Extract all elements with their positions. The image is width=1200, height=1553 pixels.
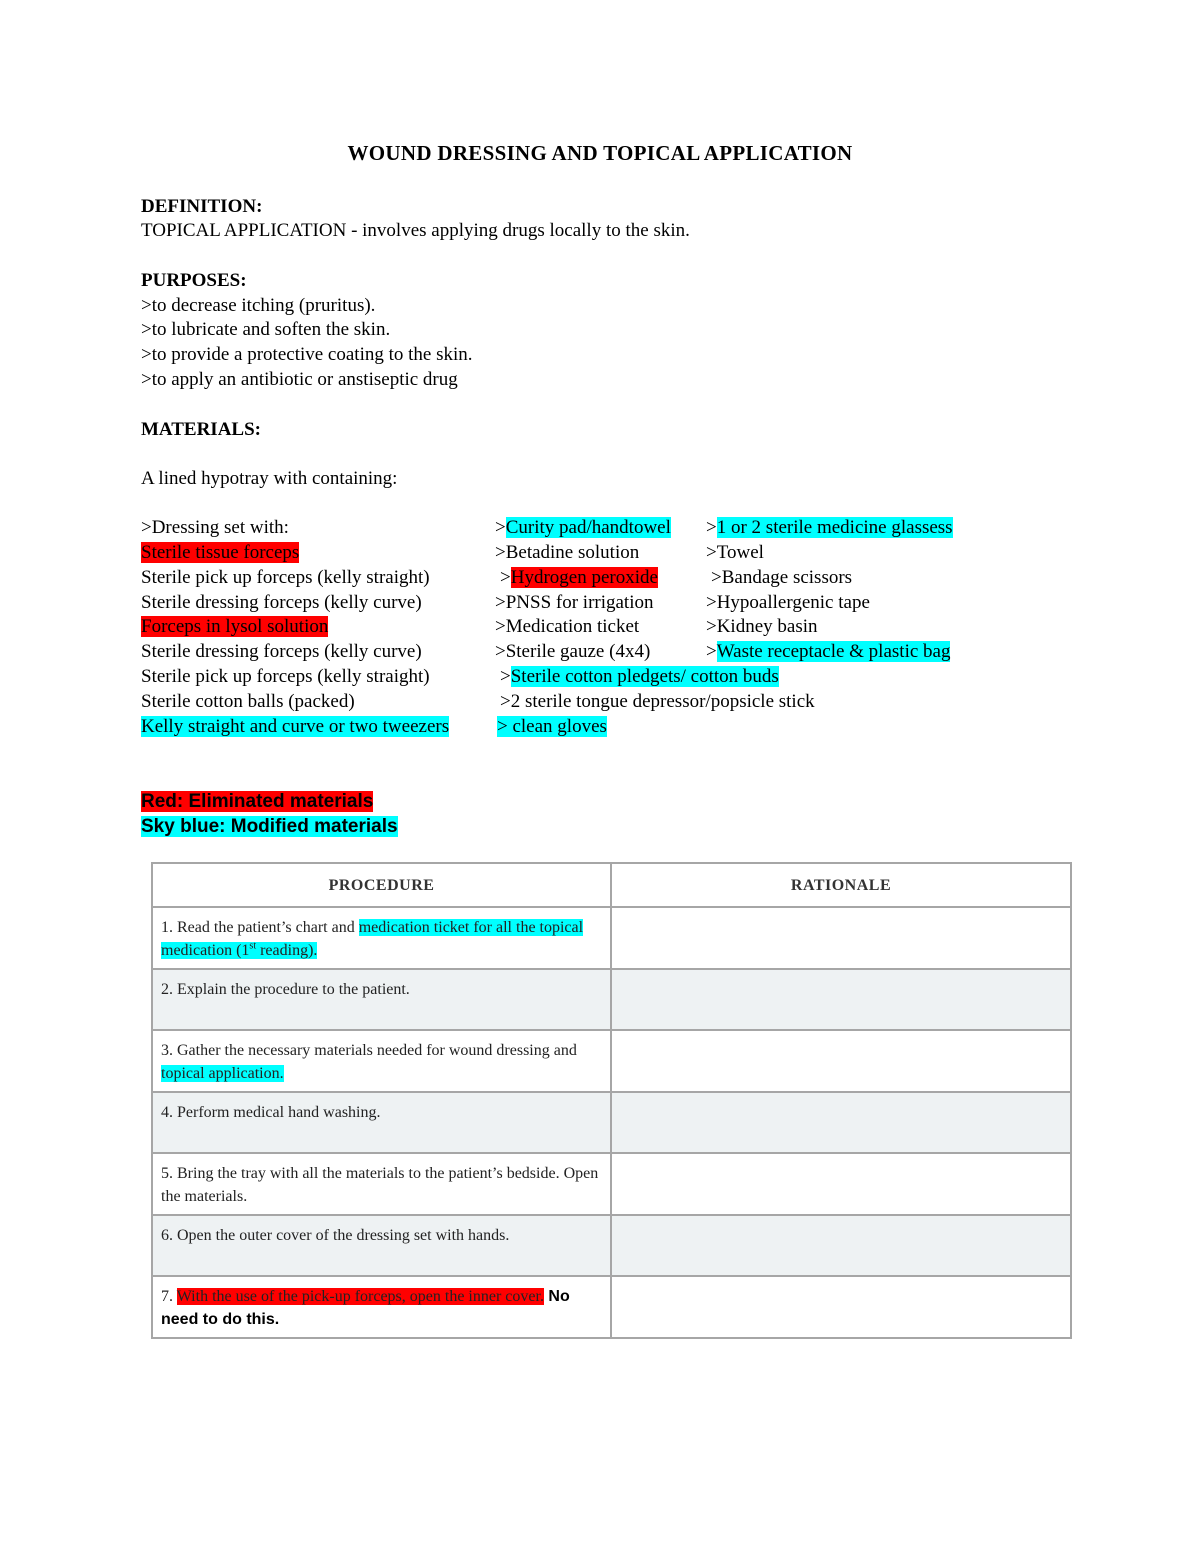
material-item: >Dressing set with:	[141, 517, 289, 538]
rationale-cell	[611, 969, 1071, 1030]
table-row	[152, 1030, 1071, 1092]
rationale-cell	[611, 1215, 1071, 1276]
material-item-modified: >Waste receptacle & plastic bag	[706, 641, 951, 662]
table-row	[152, 1276, 1071, 1338]
material-item: Sterile dressing forceps (kelly curve)	[141, 641, 422, 662]
procedure-cell: 5. Bring the tray with all the materials to the patient’s bedside. Open the materials.	[152, 1153, 611, 1215]
document-title: WOUND DRESSING AND TOPICAL APPLICATION	[347, 141, 853, 165]
rationale-header: RATIONALE	[611, 863, 1071, 907]
purpose-item: >to decrease itching (pruritus).	[141, 295, 376, 316]
material-item: Sterile dressing forceps (kelly curve)	[141, 592, 422, 613]
procedure-table	[151, 862, 1072, 1339]
rationale-cell	[611, 1030, 1071, 1092]
material-item: >Towel	[706, 542, 764, 563]
material-item-modified: >Sterile cotton pledgets/ cotton buds	[500, 666, 779, 687]
table-row	[152, 907, 1071, 969]
table-row	[152, 1092, 1071, 1153]
material-item: >Kidney basin	[706, 616, 818, 637]
material-item: >Hypoallergenic tape	[706, 592, 870, 613]
material-item: Sterile cotton balls (packed)	[141, 691, 355, 712]
rationale-cell	[611, 1153, 1071, 1215]
rationale-cell	[611, 1092, 1071, 1153]
procedure-cell: 1. Read the patient’s chart and medication ticket for all the topical medication (1st reading).	[152, 907, 611, 969]
definition-text: TOPICAL APPLICATION - involves applying drugs locally to the skin.	[141, 220, 690, 241]
materials-intro: A lined hypotray with containing:	[141, 468, 398, 489]
purpose-item: >to provide a protective coating to the skin.	[141, 344, 473, 365]
material-item-modified: >Curity pad/handtowel	[495, 517, 671, 538]
definition-heading: DEFINITION:	[141, 196, 263, 217]
procedure-cell: 3. Gather the necessary materials needed for wound dressing and topical application.	[152, 1030, 611, 1092]
material-item: Sterile pick up forceps (kelly straight)	[141, 567, 430, 588]
purposes-heading: PURPOSES:	[141, 270, 247, 291]
table-row	[152, 969, 1071, 1030]
procedure-cell: 6. Open the outer cover of the dressing set with hands.	[152, 1215, 611, 1276]
purpose-item: >to lubricate and soften the skin.	[141, 319, 391, 340]
material-item-eliminated: >Hydrogen peroxide	[500, 567, 658, 588]
rationale-cell	[611, 1276, 1071, 1338]
table-row	[152, 1153, 1071, 1215]
table-row	[152, 1215, 1071, 1276]
material-item: >2 sterile tongue depressor/popsicle stick	[500, 691, 815, 712]
material-item: >Medication ticket	[495, 616, 640, 637]
material-item-eliminated: Forceps in lysol solution	[141, 616, 329, 637]
procedure-header: PROCEDURE	[152, 863, 611, 907]
material-item: >Sterile gauze (4x4)	[495, 641, 651, 662]
material-item: >Betadine solution	[495, 542, 640, 563]
material-item: >Bandage scissors	[711, 567, 853, 588]
material-item: >PNSS for irrigation	[495, 592, 654, 613]
legend-blue: Sky blue: Modified materials	[141, 816, 398, 837]
procedure-cell: 4. Perform medical hand washing.	[152, 1092, 611, 1153]
procedure-cell: 2. Explain the procedure to the patient.	[152, 969, 611, 1030]
purpose-item: >to apply an antibiotic or anstiseptic drug	[141, 369, 458, 390]
materials-heading: MATERIALS:	[141, 419, 261, 440]
material-item-modified: > clean gloves	[497, 716, 607, 737]
rationale-cell	[611, 907, 1071, 969]
table-header-row	[152, 863, 1071, 907]
material-item-eliminated: Sterile tissue forceps	[141, 542, 300, 563]
procedure-cell: 7. With the use of the pick-up forceps, open the inner cover. No need to do this.	[152, 1276, 611, 1338]
material-item-modified: >1 or 2 sterile medicine glassess	[706, 517, 953, 538]
legend-red: Red: Eliminated materials	[141, 791, 374, 812]
material-item: Sterile pick up forceps (kelly straight)	[141, 666, 430, 687]
material-item-modified: Kelly straight and curve or two tweezers	[141, 716, 450, 737]
